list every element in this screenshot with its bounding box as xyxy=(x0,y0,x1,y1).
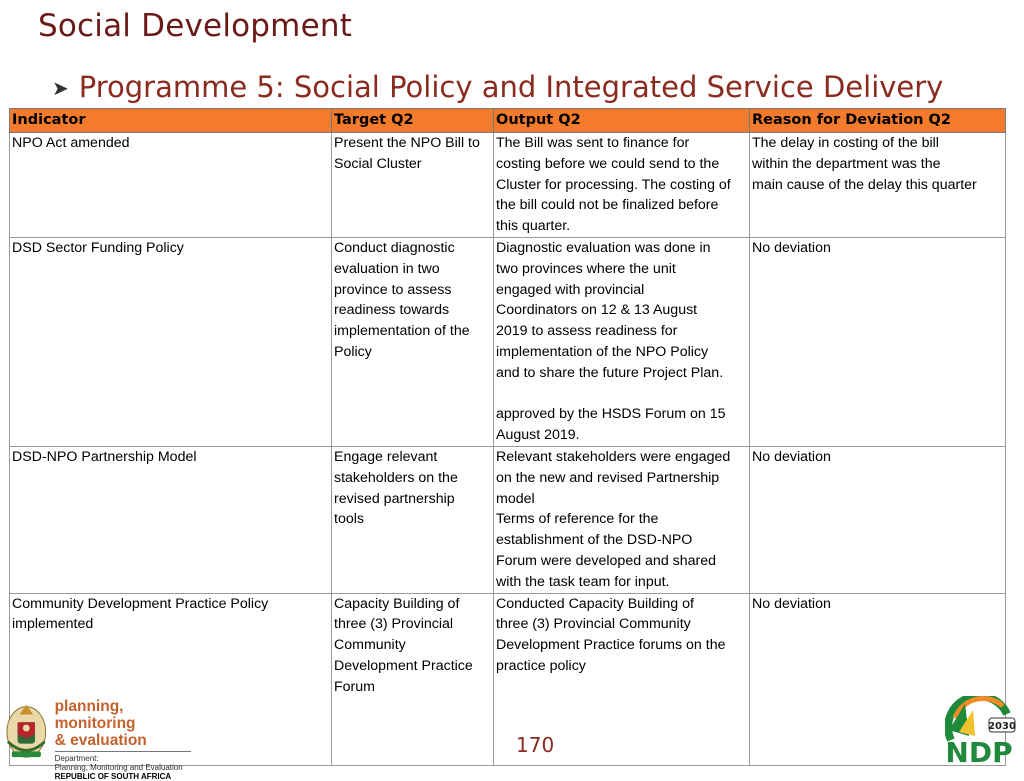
table-row xyxy=(10,447,1006,594)
dpme-logo-text xyxy=(55,698,204,781)
reason-cell: No deviation xyxy=(750,593,1006,765)
coat-of-arms-icon xyxy=(4,698,49,762)
section-heading xyxy=(52,70,943,104)
table-row xyxy=(10,133,1006,238)
table-header-row xyxy=(10,109,1006,133)
column-header-output: Output Q2 xyxy=(494,109,750,133)
indicator-cell: DSD-NPO Partnership Model xyxy=(10,447,332,594)
column-header-target: Target Q2 xyxy=(332,109,494,133)
reason-cell: No deviation xyxy=(750,447,1006,594)
target-cell: Engage relevant stakeholders on the revised partnership tools xyxy=(332,447,494,594)
target-cell: Capacity Building of three (3) Provincial Community Development Practice Forum xyxy=(332,593,494,765)
column-header-reason: Reason for Deviation Q2 xyxy=(750,109,1006,133)
pme-wordmark-line2: & evaluation xyxy=(54,732,147,749)
indicator-cell: DSD Sector Funding Policy xyxy=(10,238,332,447)
target-cell: Conduct diagnostic evaluation in two province to assess readiness towards implementation of the Policy xyxy=(332,238,494,447)
arrow-bullet-icon: ➤ xyxy=(52,76,69,100)
country-name: REPUBLIC OF SOUTH AFRICA xyxy=(54,772,172,781)
indicator-table xyxy=(9,108,1006,766)
dept-label: Department: xyxy=(54,754,99,763)
ndp-wordmark: NDP xyxy=(945,736,1013,766)
divider xyxy=(55,751,191,752)
output-cell: Conducted Capacity Building of three (3) Provincial Community Development Practice forums on the practice policy xyxy=(494,593,750,765)
pme-wordmark-line1: planning, monitoring xyxy=(54,698,136,732)
section-heading-text: Programme 5: Social Policy and Integrated Service Delivery xyxy=(78,70,944,104)
reason-cell: No deviation xyxy=(750,238,1006,447)
indicator-cell: NPO Act amended xyxy=(10,133,332,238)
dept-name: Planning, Monitoring and Evaluation xyxy=(54,763,183,772)
ndp-year: 2030 xyxy=(988,721,1016,732)
page-title: Social Development xyxy=(38,8,353,44)
output-cell: Diagnostic evaluation was done in two provinces where the unit engaged with provincial Coordinators on 12 & 13 August 2019 to assess readiness for implementation of the NPO Policy and to share the future Project Plan. approved by the HSDS Forum on 15 August 2019. xyxy=(494,238,750,447)
table-row xyxy=(10,238,1006,447)
column-header-indicator: Indicator xyxy=(10,109,332,133)
reason-cell: The delay in costing of the bill within the department was the main cause of the delay this quarter xyxy=(750,133,1006,238)
indicator-cell: Community Development Practice Policy implemented xyxy=(10,593,332,765)
target-cell: Present the NPO Bill to Social Cluster xyxy=(332,133,494,238)
output-cell: Relevant stakeholders were engaged on the new and revised Partnership model Terms of reference for the establishment of the DSD-NPO Forum were developed and shared with the task team for input. xyxy=(494,447,750,594)
output-cell: The Bill was sent to finance for costing before we could send to the Cluster for processing. The costing of the bill could not be finalized before this quarter. xyxy=(494,133,750,238)
dpme-logo xyxy=(4,698,204,781)
page-number: 170 xyxy=(516,733,555,757)
ndp-2030-logo xyxy=(945,696,1017,766)
